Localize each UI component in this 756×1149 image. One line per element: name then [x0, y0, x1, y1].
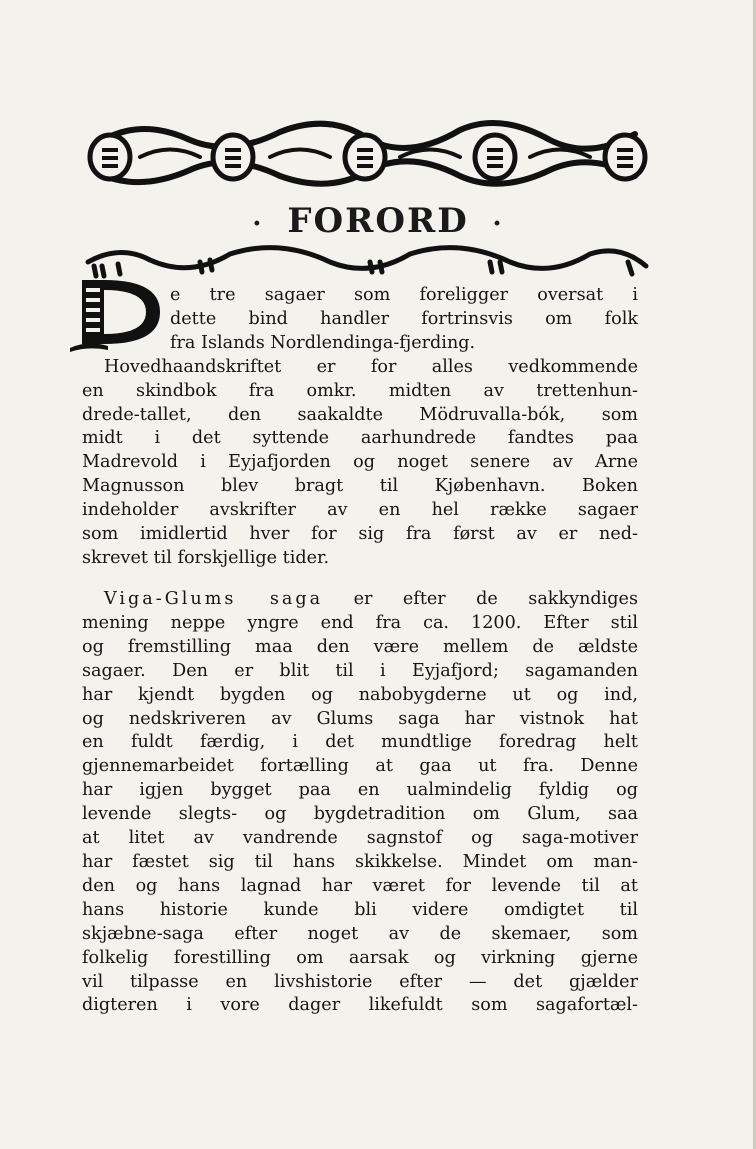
text-line: levende slegts- og bygdetradition om Glum, saa — [82, 804, 638, 825]
text-line: folkelig forestilling om aarsak og virkning gjerne — [82, 947, 638, 968]
text-line: indeholder avskrifter av en hel række sagaer — [82, 500, 638, 521]
intro-text — [82, 284, 638, 571]
text-fragment: er efter de sakkyndiges — [323, 589, 638, 609]
text-line: midt i det syttende aarhundrede fandtes paa — [82, 428, 638, 449]
text-line: Madrevold i Eyjafjorden og noget senere av Arne — [82, 452, 638, 473]
text-line — [82, 588, 638, 612]
text-line: en fuldt færdig, i det mundtlige foredrag helt — [82, 732, 638, 753]
text-line: vil tilpasse en livshistorie efter — det gjælder — [82, 971, 638, 992]
text-line: den og hans lagnad har været for levende til at — [82, 875, 638, 896]
text-line: Hovedhaandskriftet er for alles vedkommende — [104, 356, 638, 377]
text-line: har igjen bygget paa en ualmindelig fyldig og — [82, 780, 638, 801]
title-text: FORORD — [287, 201, 469, 241]
text-line: en skindbok fra omkr. midten av trettenhun- — [82, 380, 638, 401]
text-line: og fremstilling maa den være mellem de ældste — [82, 636, 638, 657]
text-line: har kjendt bygden og nabobygderne ut og ind, — [82, 684, 638, 705]
page-title — [0, 200, 756, 242]
text-line: e tre sagaer som foreligger oversat i — [170, 285, 638, 305]
saga-title: Viga-Glums saga — [104, 589, 324, 609]
text-line: dette bind handler fortrinsvis om folk — [170, 308, 638, 329]
title-dot-left: · — [252, 209, 264, 239]
text-line: Magnusson blev bragt til Kjøbenhavn. Boken — [82, 476, 638, 497]
text-line: fra Islands Nordlendinga-fjerding. — [170, 332, 476, 353]
text-line: og nedskriveren av Glums saga har vistnok hat — [82, 708, 638, 729]
text-line: gjennemarbeidet fortælling at gaa ut fra. Denne — [82, 756, 638, 777]
text-line: drede-tallet, den saakaldte Mödruvalla-bók, som — [82, 404, 638, 425]
text-line: sagaer. Den er blit til i Eyjafjord; sagamanden — [82, 660, 638, 681]
viga-glum-paragraph — [82, 588, 638, 1018]
text-line: har fæstet sig til hans skikkelse. Mindet om man- — [82, 851, 638, 872]
header-ornament — [80, 112, 652, 196]
title-dot-right: · — [492, 209, 504, 239]
text-line: skrevet til forskjellige tider. — [82, 547, 330, 568]
text-line: som imidlertid hver for sig fra først av er ned- — [82, 524, 638, 545]
text-line: digteren i vore dager likefuldt som sagafortæl- — [82, 995, 638, 1016]
heading-underline-ornament — [80, 240, 652, 282]
text-line: at litet av vandrende sagnstof og saga-motiver — [82, 828, 638, 849]
text-line: hans historie kunde bli videre omdigtet til — [82, 899, 638, 920]
text-line: skjæbne-saga efter noget av de skemaer, som — [82, 923, 638, 944]
text-line: mening neppe yngre end fra ca. 1200. Efter stil — [82, 612, 638, 633]
